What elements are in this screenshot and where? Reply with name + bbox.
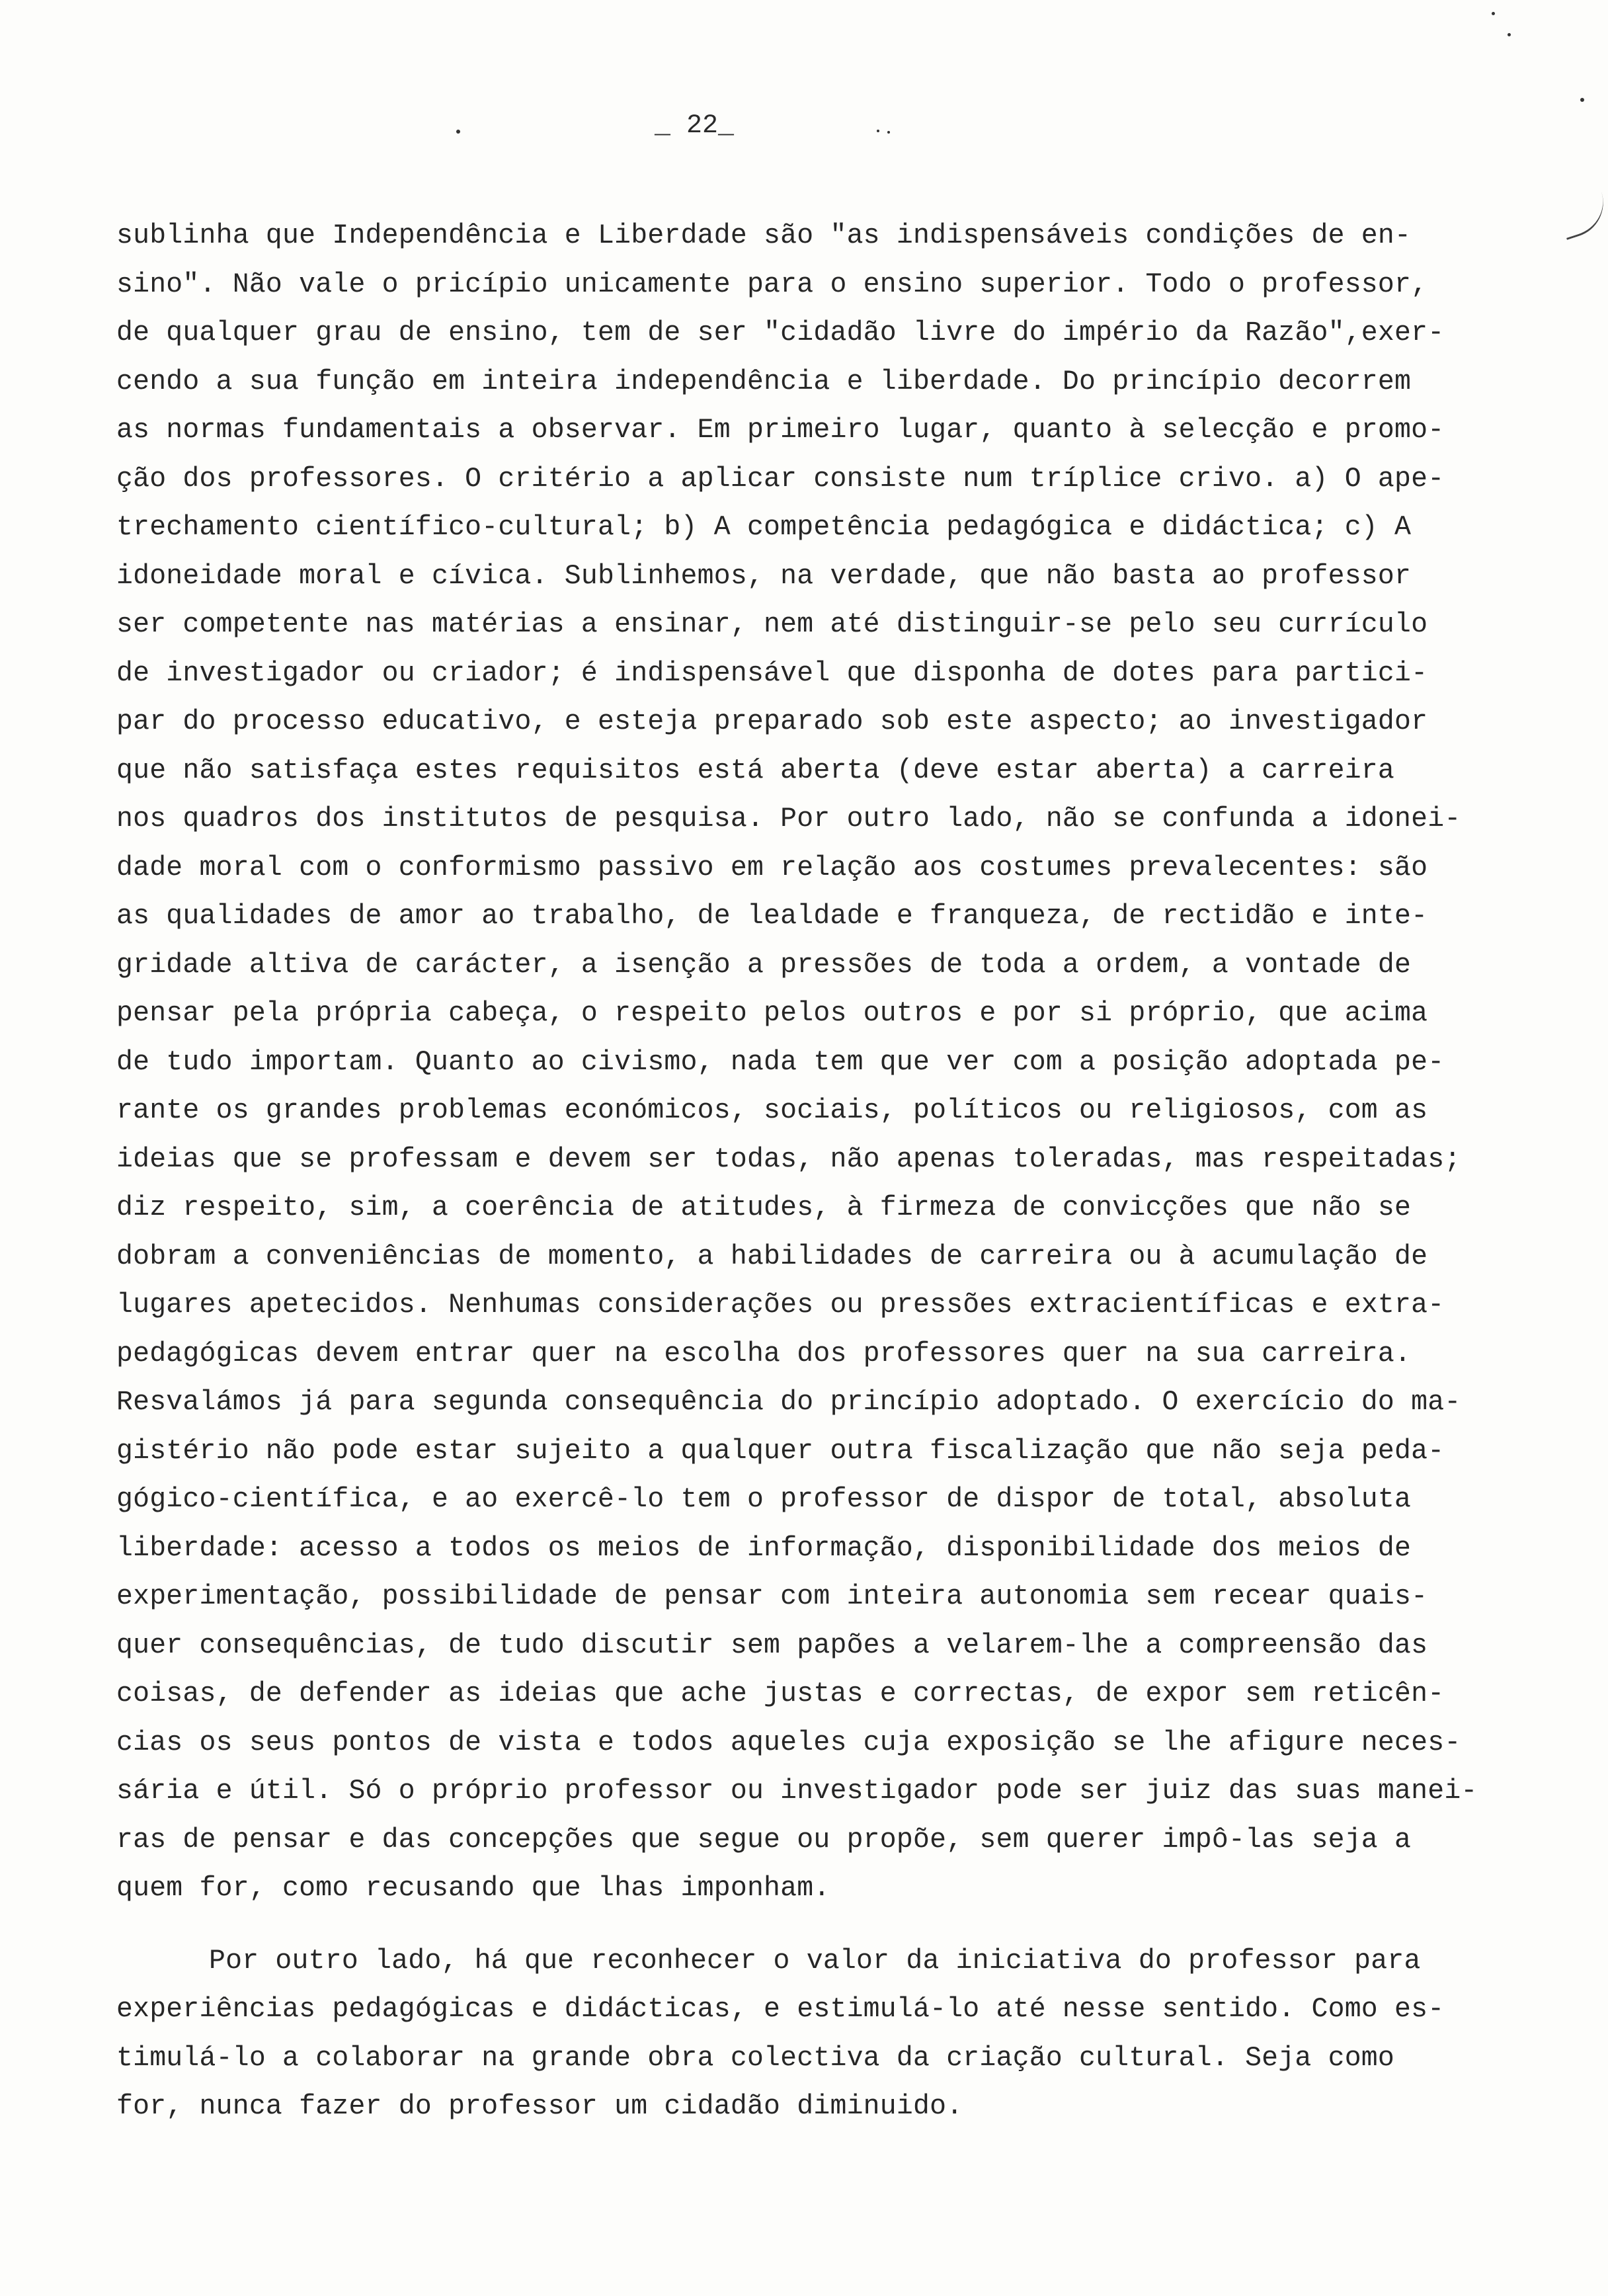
text-line: de tudo importam. Quanto ao civismo, nada tem que ver com a posição adoptada pe- <box>116 1046 1445 1078</box>
paragraph-gap <box>116 1913 1478 1937</box>
text-line: diz respeito, sim, a coerência de atitudes, à firmeza de convicções que não se <box>116 1192 1412 1223</box>
paragraph-1 <box>116 212 1478 1913</box>
text-line: dade moral com o conformismo passivo em relação aos costumes prevalecentes: são <box>116 852 1428 883</box>
text-line: pensar pela própria cabeça, o respeito pelos outros e por si próprio, que acima <box>116 998 1428 1029</box>
text-line: quer consequências, de tudo discutir sem papões a velarem-lhe a compreensão das <box>116 1629 1428 1661</box>
page-number: _ 22_ <box>655 111 735 141</box>
text-line: ser competente nas matérias a ensinar, nem até distinguir-se pelo seu currículo <box>116 609 1428 640</box>
text-line: trechamento científico-cultural; b) A competência pedagógica e didáctica; c) A <box>116 512 1412 543</box>
text-line: idoneidade moral e cívica. Sublinhemos, na verdade, que não basta ao professor <box>116 560 1412 592</box>
text-line: as normas fundamentais a observar. Em primeiro lugar, quanto à selecção e promo- <box>116 415 1445 446</box>
text-line: ras de pensar e das concepções que segue ou propõe, sem querer impô-las seja a <box>116 1824 1412 1856</box>
text-line: as qualidades de amor ao trabalho, de lealdade e franqueza, de rectidão e inte- <box>116 901 1428 932</box>
text-line: Por outro lado, há que reconhecer o valor da iniciativa do professor para <box>209 1945 1421 1977</box>
text-line: coisas, de defender as ideias que ache justas e correctas, de expor sem reticên- <box>116 1678 1445 1709</box>
text-line: quem for, como recusando que lhas imponham. <box>116 1873 830 1904</box>
text-line: experiências pedagógicas e didácticas, e estimulá-lo até nesse sentido. Como es- <box>116 1994 1445 2025</box>
scan-speck <box>1492 12 1495 15</box>
text-line: lugares apetecidos. Nenhumas considerações ou pressões extracientíficas e extra- <box>116 1290 1445 1321</box>
body-text <box>116 212 1478 2131</box>
text-line: par do processo educativo, e esteja preparado sob este aspecto; ao investigador <box>116 706 1428 737</box>
text-line: de investigador ou criador; é indispensável que disponha de dotes para partici- <box>116 657 1428 689</box>
text-line: gógico-científica, e ao exercê-lo tem o professor de dispor de total, absoluta <box>116 1484 1412 1515</box>
text-line: sublinha que Independência e Liberdade são "as indispensáveis condições de en- <box>116 220 1412 251</box>
text-line: de qualquer grau de ensino, tem de ser "cidadão livre do império da Razão",exer- <box>116 317 1445 348</box>
text-line: cendo a sua função em inteira independência e liberdade. Do princípio decorrem <box>116 366 1412 397</box>
scan-speck <box>1580 98 1584 102</box>
text-line: experimentação, possibilidade de pensar com inteira autonomia sem recear quais- <box>116 1581 1428 1612</box>
text-line: rante os grandes problemas económicos, sociais, políticos ou religiosos, com as <box>116 1095 1428 1126</box>
text-line: for, nunca fazer do professor um cidadão diminuido. <box>116 2091 963 2122</box>
text-line: Resvalámos já para segunda consequência do princípio adoptado. O exercício do ma- <box>116 1387 1461 1418</box>
text-line: que não satisfaça estes requisitos está aberta (deve estar aberta) a carreira <box>116 755 1395 786</box>
text-line: gridade altiva de carácter, a isenção a pressões de toda a ordem, a vontade de <box>116 949 1412 981</box>
text-line: sária e útil. Só o próprio professor ou investigador pode ser juiz das suas manei- <box>116 1776 1478 1807</box>
scan-speck <box>887 131 890 134</box>
margin-pen-stroke <box>1556 192 1608 240</box>
scan-speck <box>1508 33 1511 36</box>
text-line: liberdade: acesso a todos os meios de informação, disponibilidade dos meios de <box>116 1532 1412 1564</box>
paragraph-2 <box>116 1937 1478 2131</box>
text-line: nos quadros dos institutos de pesquisa. Por outro lado, não se confunda a idonei- <box>116 803 1461 835</box>
text-line: ção dos professores. O critério a aplicar consiste num tríplice crivo. a) O ape- <box>116 463 1445 495</box>
text-line: pedagógicas devem entrar quer na escolha dos professores quer na sua carreira. <box>116 1338 1412 1370</box>
text-line: gistério não pode estar sujeito a qualquer outra fiscalização que não seja peda- <box>116 1435 1445 1467</box>
text-line: ideias que se professam e devem ser todas, não apenas toleradas, mas respeitadas; <box>116 1143 1461 1175</box>
text-line: timulá-lo a colaborar na grande obra colectiva da criação cultural. Seja como <box>116 2042 1395 2074</box>
scan-speck <box>877 130 879 132</box>
text-line: dobram a conveniências de momento, a habilidades de carreira ou à acumulação de <box>116 1241 1428 1272</box>
text-line: cias os seus pontos de vista e todos aqueles cuja exposição se lhe afigure neces- <box>116 1727 1461 1758</box>
text-line: sino". Não vale o pricípio unicamente para o ensino superior. Todo o professor, <box>116 268 1428 300</box>
scan-speck <box>456 130 460 134</box>
